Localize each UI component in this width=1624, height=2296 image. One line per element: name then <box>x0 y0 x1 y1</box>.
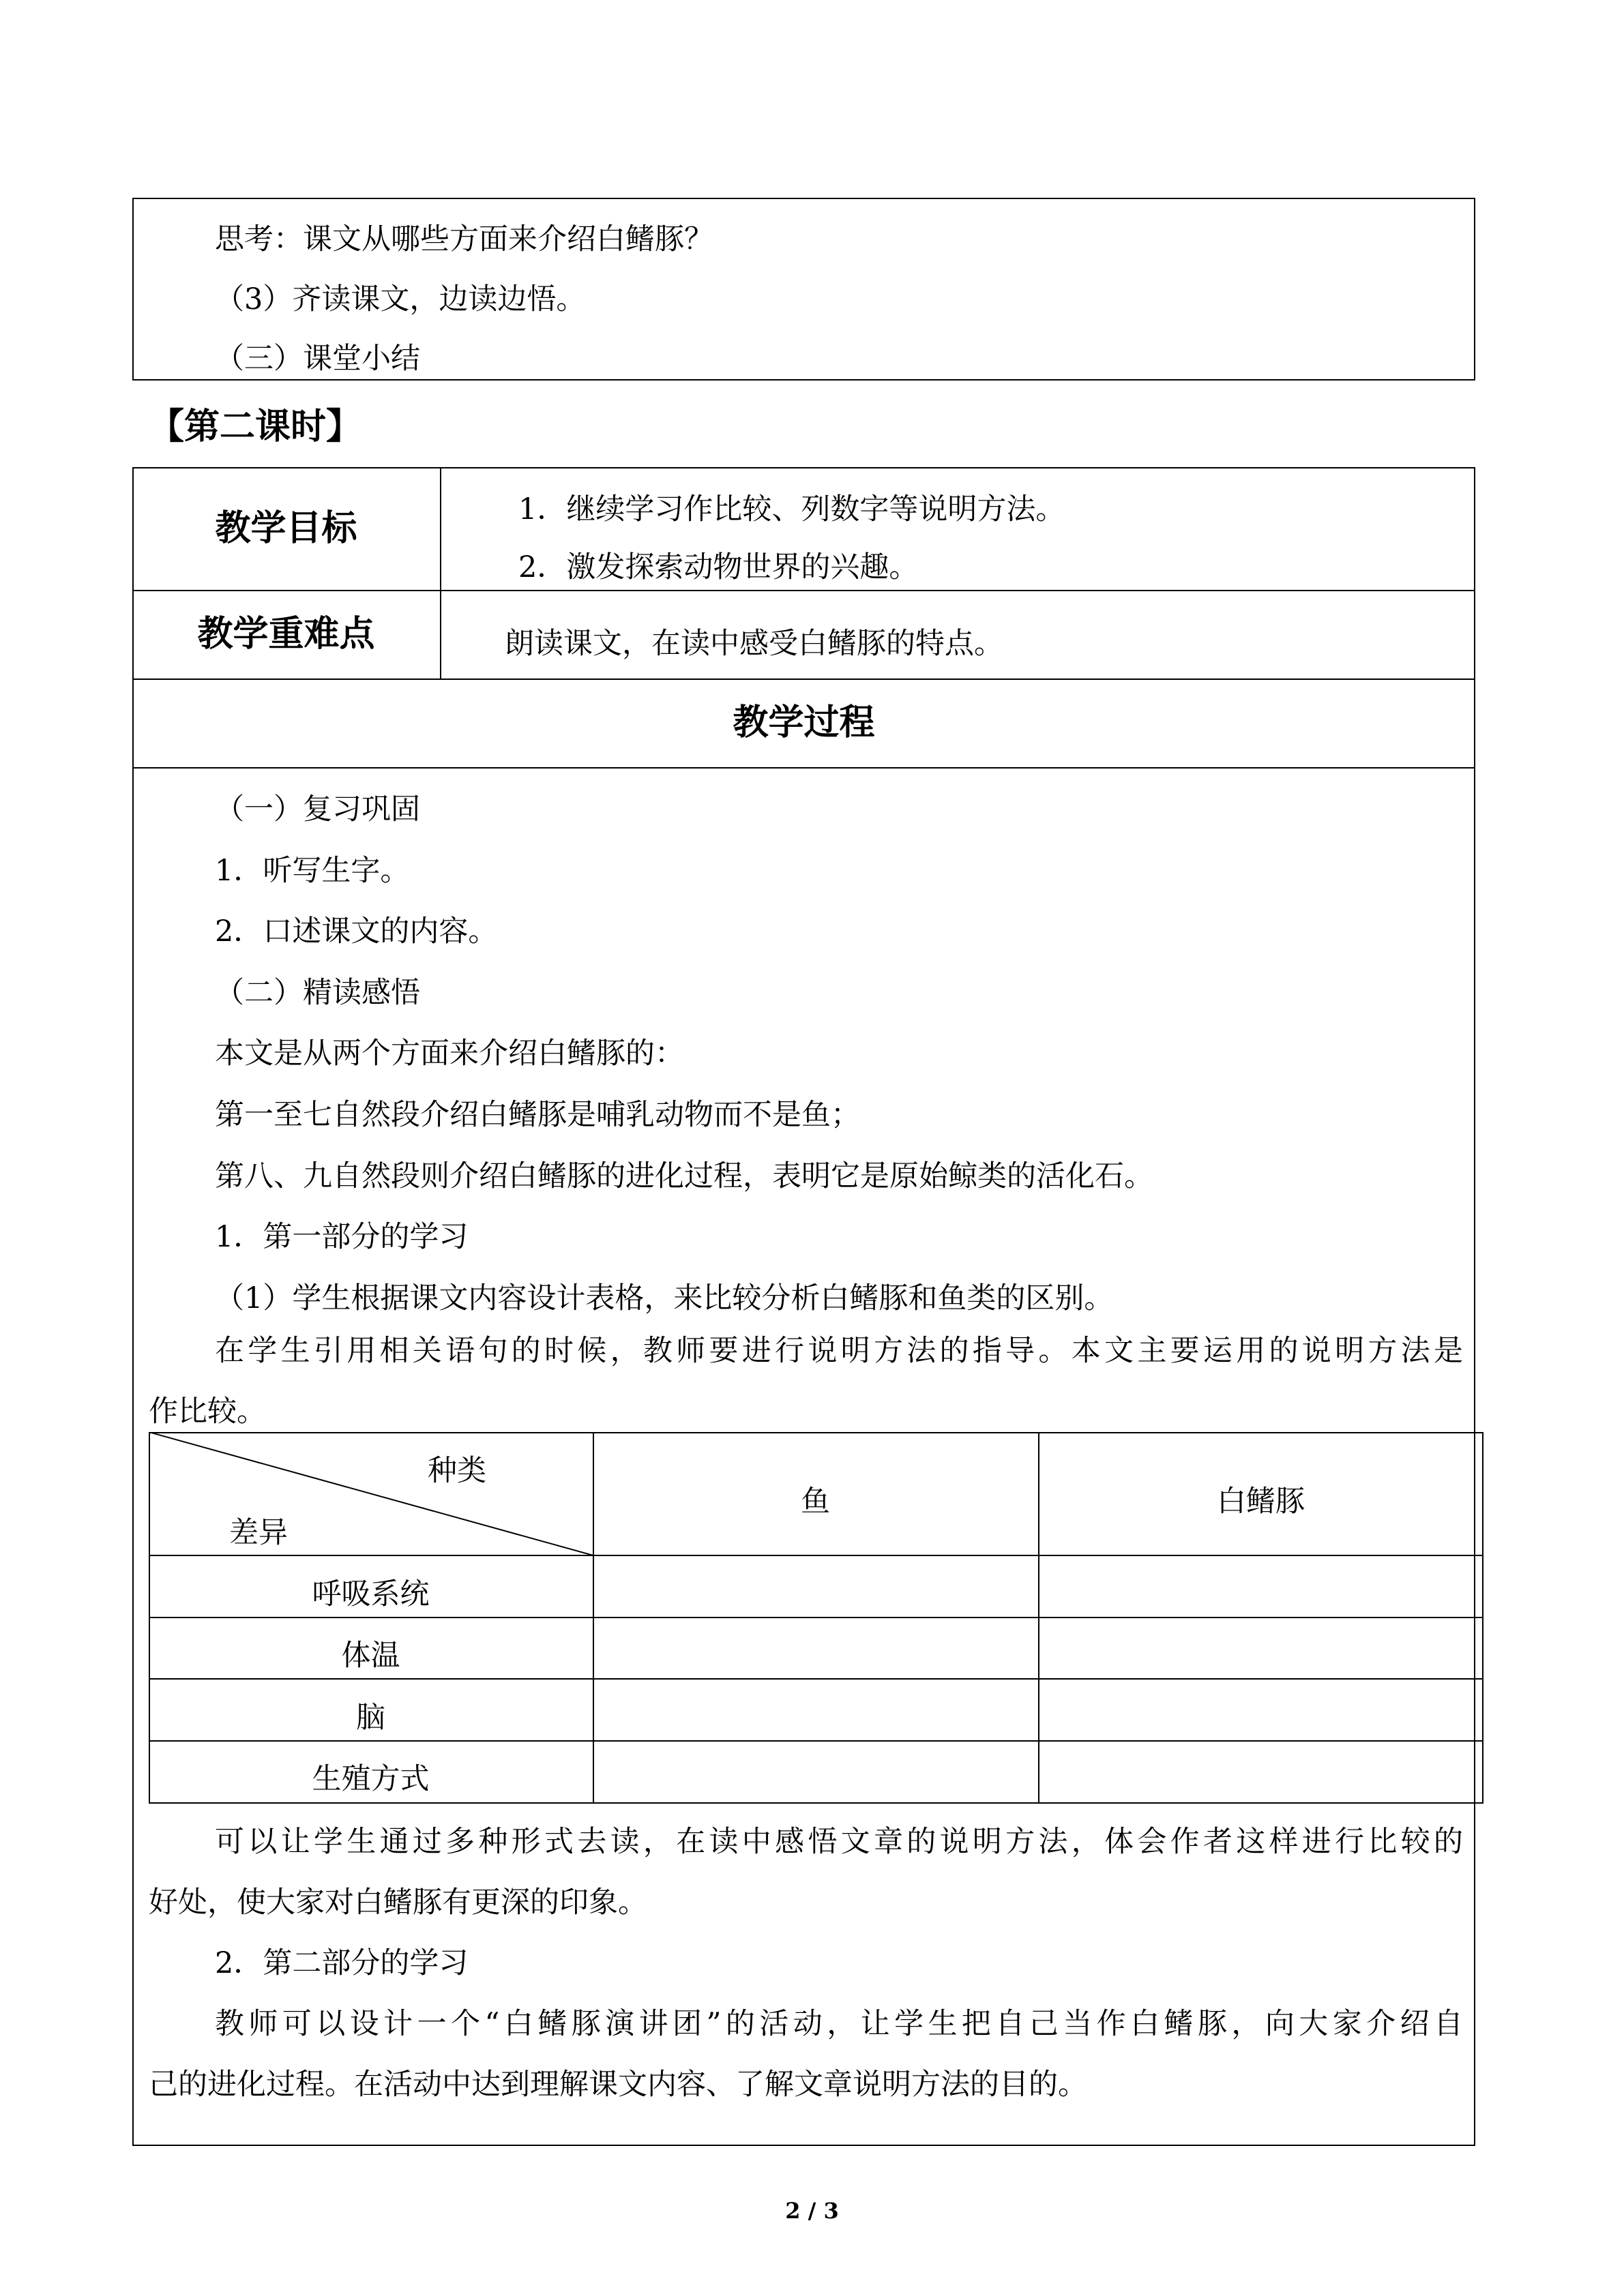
second-lesson-heading: 【第二课时】 <box>149 406 362 447</box>
row-header: 呼吸系统 <box>312 1577 430 1611</box>
key-points-text: 朗读课文，在读中感受白鳍豚的特点。 <box>505 627 1003 661</box>
summary-heading: （三）课堂小结 <box>215 342 420 376</box>
paragraph-line: 教师可以设计一个“白鳍豚演讲团”的活动，让学生把自己当作白鳍豚，向大家介绍自 <box>215 2007 1463 2041</box>
think-question: 思考：课文从哪些方面来介绍白鳍豚？ <box>215 222 713 256</box>
row-header: 生殖方式 <box>312 1762 430 1796</box>
lesson-table-row-divider <box>132 590 1475 591</box>
reading-step: （3）齐读课文，边读边悟。 <box>215 282 586 316</box>
process-line: 2．口述课文的内容。 <box>215 914 498 949</box>
lesson-table-column-divider <box>440 467 441 679</box>
lesson-table-row-divider <box>132 679 1475 680</box>
row-header: 脑 <box>356 1701 385 1735</box>
goal-item: 2．激发探索动物世界的兴趣。 <box>518 550 919 584</box>
page-number: 2 / 3 <box>785 2198 839 2224</box>
process-line: 1．听写生字。 <box>215 854 410 888</box>
process-line: 本文是从两个方面来介绍白鳍豚的： <box>215 1037 684 1071</box>
goals-label: 教学目标 <box>215 508 357 549</box>
lesson-table-row-divider <box>132 767 1475 769</box>
process-line: （一）复习巩固 <box>215 792 420 826</box>
second-part-heading: 2．第二部分的学习 <box>215 1946 469 1980</box>
process-line: （二）精读感悟 <box>215 976 420 1010</box>
corner-diagonal-line <box>149 1432 593 1555</box>
paragraph-line: 可以让学生通过多种形式去读，在读中感悟文章的说明方法，体会作者这样进行比较的 <box>215 1825 1463 1859</box>
key-points-label: 教学重难点 <box>197 614 375 655</box>
paragraph-line: 己的进化过程。在活动中达到理解课文内容、了解文章说明方法的目的。 <box>149 2068 1087 2102</box>
column-header: 白鳍豚 <box>1217 1485 1305 1519</box>
compare-table-row-divider <box>149 1740 1483 1742</box>
row-header: 体温 <box>341 1639 400 1673</box>
compare-table-row-divider <box>149 1678 1483 1680</box>
compare-table-row-divider <box>149 1617 1483 1618</box>
process-line: 1．第一部分的学习 <box>215 1220 469 1254</box>
paragraph-line: 作比较。 <box>149 1395 266 1429</box>
corner-top-label: 种类 <box>428 1454 486 1488</box>
goal-item: 1．继续学习作比较、列数字等说明方法。 <box>518 492 1065 526</box>
process-label: 教学过程 <box>733 702 875 743</box>
paragraph-line: 在学生引用相关语句的时候，教师要进行说明方法的指导。本文主要运用的说明方法是 <box>215 1334 1463 1368</box>
column-header: 鱼 <box>801 1485 830 1519</box>
process-line: （1）学生根据课文内容设计表格，来比较分析白鳍豚和鱼类的区别。 <box>215 1281 1114 1315</box>
corner-bottom-label: 差异 <box>229 1516 288 1550</box>
paragraph-line: 好处，使大家对白鳍豚有更深的印象。 <box>149 1885 647 1920</box>
process-line: 第一至七自然段介绍白鳍豚是哺乳动物而不是鱼； <box>215 1098 860 1132</box>
process-line: 第八、九自然段则介绍白鳍豚的进化过程，表明它是原始鲸类的活化石。 <box>215 1159 1153 1193</box>
